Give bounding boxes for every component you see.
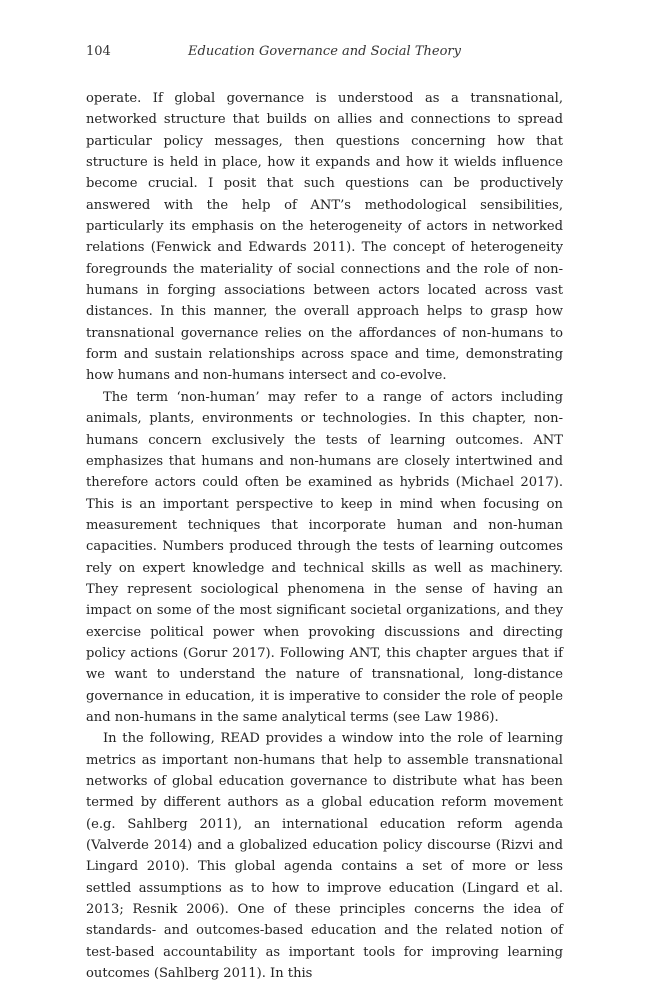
paragraph-2: The term ‘non-human’ may refer to a range of actors including animals, plants, environments or technologies. In this chapter, non-humans concern exclusively the tests of learning outcomes. ANT emphasizes that humans and non-humans are closely intertwined and therefore actors could often be examined as hybrids (Michael 2017). This is an important perspective to keep in mind when focusing on measurement techniques that incorporate human and non-human capacities. Numbers produced through the tests of learning outcomes rely on expert knowledge and technical skills as well as machinery. They represent sociological phenomena in the sense of having an impact on some of the most significant societal organizations, and they exercise political power when provoking discussions and directing policy actions (Gorur 2017). Following ANT, this chapter argues that if we want to understand the nature of transnational, long-distance governance in education, it is imperative to consider the role of people and non-humans in the same analytical terms (see Law 1986). [86,389,563,725]
paragraph-3: In the following, READ provides a window into the role of learning metrics as important non-humans that help to assemble transnational networks of global education governance to distribute what has been termed by different authors as a global education reform movement (e.g. Sahlberg 2011), an international education reform agenda (Valverde 2014) and a globalized education policy discourse (Rizvi and Lingard 2010). This global agenda contains a set of more or less settled assumptions as to how to improve education (Lingard et al. 2013; Resnik 2006). One of these principles concerns the idea of standards- and outcomes-based education and the related notion of test-based accountability as important tools for improving learning outcomes (Sahlberg 2011). In this [86,731,563,982]
body-text [86,88,563,984]
running-title: Education Governance and Social Theory [188,44,461,59]
page-header [86,44,563,64]
paragraph-1: operate. If global governance is understood as a transnational, networked structure that builds on allies and connections to spread particular policy messages, then questions concerning how that structure is held in place, how it expands and how it wields influence become crucial. I posit that such questions can be productively answered with the help of ANT’s methodological sensibilities, particularly its emphasis on the heterogeneity of actors in networked relations (Fenwick and Edwards 2011). The concept of heterogeneity foregrounds the materiality of social connections and the role of non-humans in forging associations between actors located across vast distances. In this manner, the overall approach helps to grasp how transnational governance relies on the affordances of non-humans to form and sustain relationships across space and time, demonstrating how humans and non-humans intersect and co-evolve. [86,91,563,384]
page-number: 104 [86,44,111,59]
